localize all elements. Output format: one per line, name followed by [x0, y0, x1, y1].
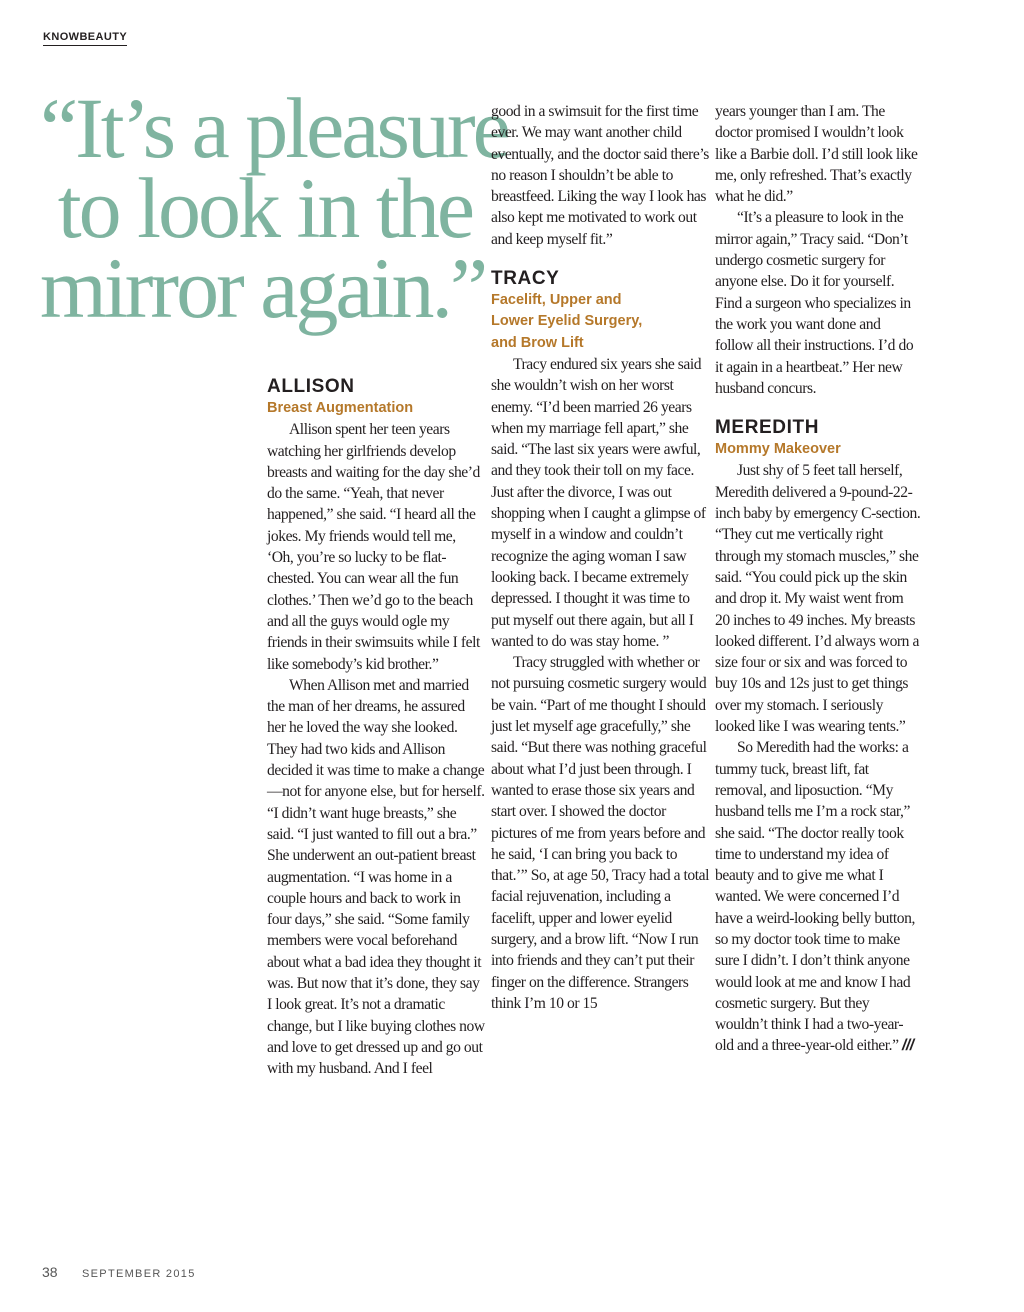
section-label [43, 31, 127, 46]
section-label-prefix: KNOW [43, 31, 80, 43]
pull-quote-line-3: mirror again.” [40, 240, 486, 336]
paragraph-continued: good in a swimsuit for the first time ever. We may want another child eventually, and the doctor said there’s no reason I shouldn’t be able to breastfeed. Liking the way I look has also kept me motivated to work out and keep myself fit.” [491, 103, 709, 248]
person-name-tracy: TRACY [491, 268, 560, 290]
person-name-allison: ALLISON [267, 376, 355, 397]
page-number: 38 [42, 1264, 58, 1280]
procedure-tracy-line-3: and Brow Lift [491, 334, 584, 351]
paragraph: Tracy struggled with whether or not pursuing cosmetic surgery would be vain. “Part of me thought I should just let myself age gracefully,” she said. “But there was nothing graceful about what I’d just been through. I wanted to erase those six years and start over. I showed the doctor pictures of me from years before and he said, ‘I can bring you back to that.’” So, at age 50, Tracy had a total facial rejuvenation, including a facelift, upper and lower eyelid surgery, and a brow lift. “Now I run into friends and they can’t put their finger on the difference. Strangers think I’m 10 or 15 [491, 654, 710, 1012]
section-label-main: BEAUTY [79, 31, 128, 43]
person-name-meredith: MEREDITH [715, 417, 820, 439]
paragraph-continued: years younger than I am. The doctor promised I wouldn’t look like a Barbie doll. I’d still look like me, only refreshed. That’s exactly what he did.” [715, 103, 918, 206]
paragraph: Just shy of 5 feet tall herself, Meredith delivered a 9-pound-22-inch baby by emergency C-section. “They cut me vertically right through my stomach muscles,” she said. “You could pick up the skin and drop it. My waist went from 20 inches to 49 inches. My breasts looked different. I’d always worn a size four or six and was forced to buy 10s and 12s just to get things over my stomach. I seriously looked like I was wearing tents.” [715, 462, 921, 736]
issue-date: SEPTEMBER 2015 [82, 1268, 196, 1280]
pull-quote [40, 80, 508, 336]
paragraph: Tracy endured six years she said she wouldn’t wish on her worst enemy. “I’d been married 26 years when my marriage fell apart,” she said. “The last six years were awful, and they took their toll on my face. Just after the divorce, I was out shopping when I caught a glimpse of myself in a window and couldn’t recognize the aging woman I saw looking back. I became extremely depressed. I thought it was time to put myself out there again, but all I wanted to do was stay home. ” [491, 355, 706, 650]
procedure-tracy [491, 290, 709, 354]
pull-quote-line-1: “It’s a pleasure [40, 80, 508, 176]
page-footer [42, 1264, 196, 1282]
procedure-tracy-line-1: Facelift, Upper and [491, 292, 622, 309]
column-meredith [715, 101, 921, 1057]
paragraph: Allison spent her teen years watching her girlfriends develop breasts and waiting for the day she’d do the same. “Yeah, that never happened,” she said. “I heard all the jokes. My friends would tell me, ‘Oh, you’re so lucky to be flat-chested. You can wear all the fun clothes.’ Then we’d go to the beach and all the guys would ogle my friends in their swimsuits while I felt like somebody’s kid brother.” [267, 421, 480, 673]
paragraph: “It’s a pleasure to look in the mirror again,” Tracy said. “Don’t undergo cosmetic surgery for anyone else. Do it for yourself. Find a surgeon who specializes in the work you want done and follow all their instructions. I’d do it again in a heartbeat.” Her new husband concurs. [715, 209, 914, 397]
end-mark: /// [902, 1037, 914, 1055]
pull-quote-line-2: to look in the [57, 160, 472, 256]
paragraph [715, 737, 921, 1056]
column-tracy [491, 101, 709, 1014]
procedure-allison: Breast Augmentation [267, 400, 414, 416]
procedure-tracy-line-2: Lower Eyelid Surgery, [491, 313, 643, 330]
procedure-meredith: Mommy Makeover [715, 441, 841, 458]
paragraph: When Allison met and married the man of her dreams, he assured her he loved the way she looked. They had two kids and Allison decided it was time to make a change—not for anyone else, but for herself. “I didn’t want huge breasts,” she said. “I just wanted to fill out a bra.” She underwent an out-patient breast augmentation. “I was home in a couple hours and back to work in four days,” she said. “Some family members were vocal beforehand about what a bad idea they thought it was. But now that it’s done, they say I look great. It’s not a dramatic change, but I like buying clothes now and love to get dressed up and go out with my husband. And I feel [267, 676, 485, 1078]
paragraph-text: So Meredith had the works: a tummy tuck, breast lift, fat removal, and liposuction. “My husband tells me I’m a rock star,” she said. “The doctor really took time to understand my idea of beauty and to give me what I wanted. We were concerned I’d have a weird-looking belly button, so my doctor took time to make sure I didn’t. I don’t think anyone would look at me and know I had cosmetic surgery. But they wouldn’t think I had a two-year-old and a three-year-old either.” [715, 739, 915, 1055]
column-allison [267, 376, 485, 1080]
